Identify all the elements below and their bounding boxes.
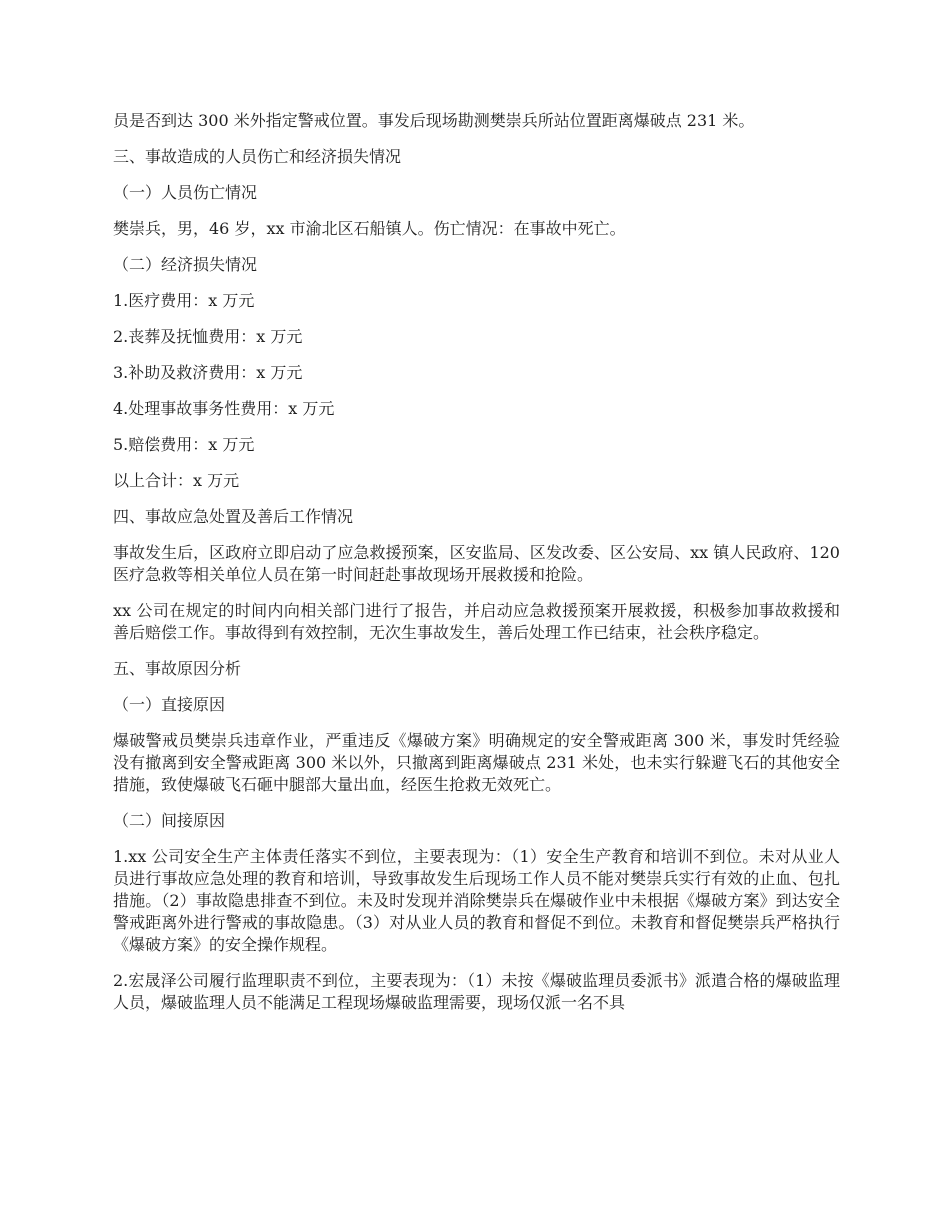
indirect-cause-item-1: 1.xx 公司安全生产主体责任落实不到位，主要表现为：（1）安全生产教育和培训不到位。未对从业人员进行事故应急处理的教育和培训，导致事故发生后现场工作人员不能对樊崇兵实行有效的止血、包扎措施。（2）事故隐患排查不到位。未及时发现并消除樊崇兵在爆破作业中未根据《爆破方案》到达安全警戒距离外进行警戒的事故隐患。（3）对从业人员的教育和督促不到位。未教育和督促樊崇兵严格执行《爆破方案》的安全操作规程。 <box>113 847 840 954</box>
loss-item-compensation: 5.赔偿费用：x 万元 <box>113 435 255 454</box>
emergency-response-paragraph: 事故发生后，区政府立即启动了应急救援预案，区安监局、区发改委、区公安局、xx 镇人民政府、120 医疗急救等相关单位人员在第一时间赶赴事故现场开展救援和抢险。 <box>113 543 840 584</box>
document-body <box>113 110 840 1028</box>
paragraph-continuation: 员是否到达 300 米外指定警戒位置。事发后现场勘测樊崇兵所站位置距离爆破点 231 米。 <box>113 111 755 130</box>
direct-cause-paragraph: 爆破警戒员樊崇兵违章作业，严重违反《爆破方案》明确规定的安全警戒距离 300 米，事发时凭经验没有撤离到安全警戒距离 300 米以外，只撤离到距离爆破点 231 米处，也未实行躲避飞石的其他安全措施，致使爆破飞石砸中腿部大量出血，经医生抢救无效死亡。 <box>113 731 840 794</box>
section-heading-3: 三、事故造成的人员伤亡和经济损失情况 <box>113 147 402 166</box>
subsection-heading-direct-cause: （一）直接原因 <box>113 695 226 714</box>
loss-item-funeral: 2.丧葬及抚恤费用：x 万元 <box>113 327 303 346</box>
subsection-heading-economic-loss: （二）经济损失情况 <box>113 255 258 274</box>
loss-item-handling: 4.处理事故事务性费用：x 万元 <box>113 399 335 418</box>
loss-item-subsidy: 3.补助及救济费用：x 万元 <box>113 363 303 382</box>
indirect-cause-item-2: 2.宏晟泽公司履行监理职责不到位，主要表现为：（1）未按《爆破监理员委派书》派遣合格的爆破监理人员，爆破监理人员不能满足工程现场爆破监理需要，现场仅派一名不具 <box>113 971 840 1012</box>
loss-item-medical: 1.医疗费用：x 万元 <box>113 291 255 310</box>
section-heading-4: 四、事故应急处置及善后工作情况 <box>113 507 354 526</box>
subsection-heading-indirect-cause: （二）间接原因 <box>113 811 226 830</box>
loss-total: 以上合计：x 万元 <box>113 471 240 490</box>
casualty-detail: 樊崇兵，男，46 岁，xx 市渝北区石船镇人。伤亡情况：在事故中死亡。 <box>113 219 626 238</box>
subsection-heading-casualties: （一）人员伤亡情况 <box>113 183 258 202</box>
section-heading-5: 五、事故原因分析 <box>113 659 242 678</box>
company-report-paragraph: xx 公司在规定的时间内向相关部门进行了报告，并启动应急救援预案开展救援，积极参加事故救援和善后赔偿工作。事故得到有效控制，无次生事故发生，善后处理工作已结束，社会秩序稳定。 <box>113 601 840 642</box>
